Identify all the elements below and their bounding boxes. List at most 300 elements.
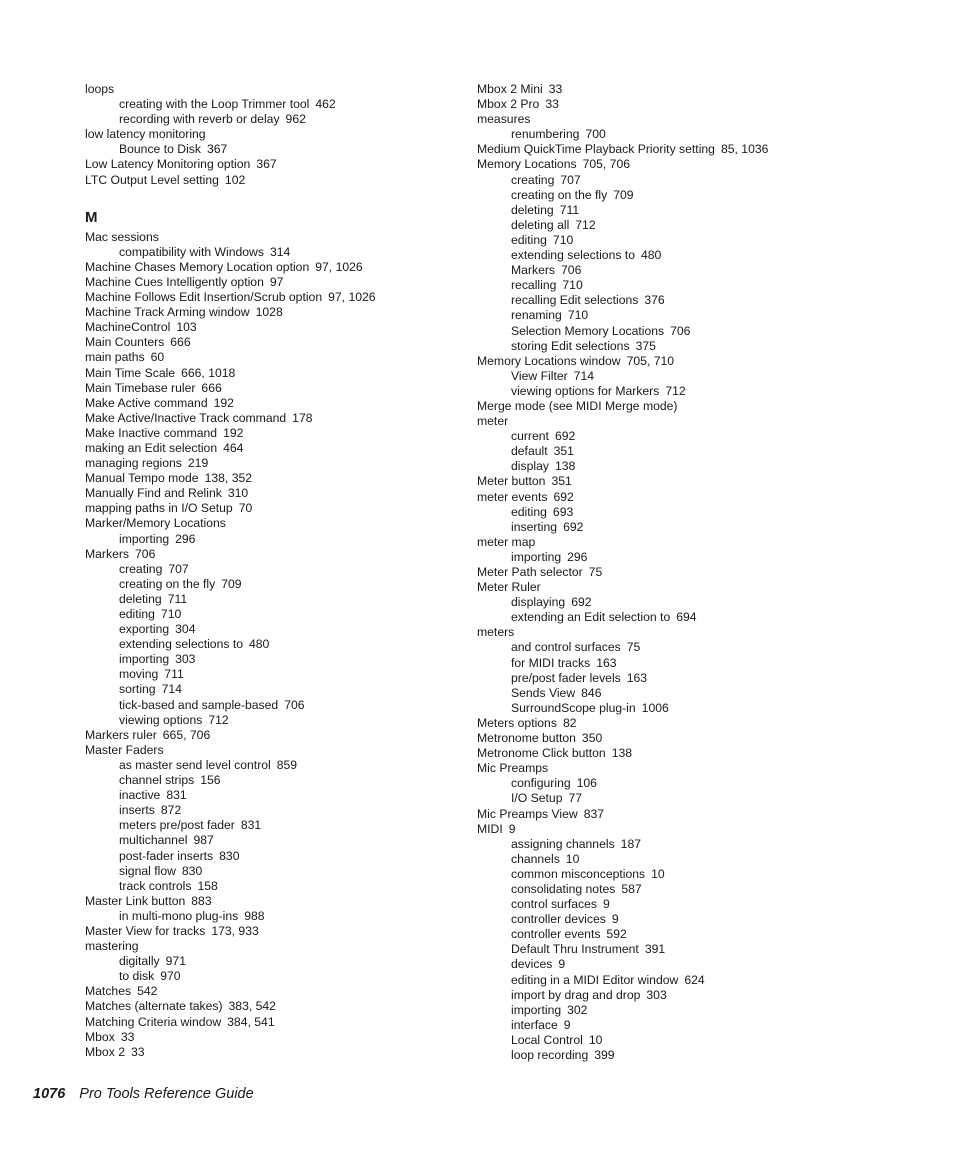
index-term: recalling Edit selections (511, 293, 639, 308)
index-subentry (477, 671, 897, 686)
index-term: editing (511, 504, 547, 519)
index-term: compatibility with Windows (119, 244, 264, 259)
index-term: Master Link button (85, 893, 186, 908)
index-subentry (477, 278, 897, 293)
index-subentry (477, 927, 897, 942)
index-term: main paths (85, 350, 145, 365)
page-reference: 303 (175, 652, 196, 667)
index-term: configuring (511, 776, 571, 791)
index-term: managing regions (85, 456, 182, 471)
index-term: channels (511, 851, 560, 866)
page-reference: 350 (581, 731, 603, 746)
index-subentry (85, 969, 455, 984)
index-term: multichannel (119, 833, 188, 848)
index-subentry (477, 203, 897, 218)
index-entry (85, 1045, 455, 1060)
page-reference: 706 (135, 546, 156, 561)
page-reference: 711 (167, 591, 188, 606)
index-subentry (477, 369, 897, 384)
index-entry (85, 999, 455, 1014)
index-term: import by drag and drop (511, 987, 641, 1002)
page-reference: 883 (191, 893, 212, 908)
index-entry (85, 547, 455, 562)
page-reference: 367 (256, 157, 277, 172)
index-term: Selection Memory Locations (511, 323, 665, 338)
index-term: creating (119, 561, 163, 576)
index-entry (85, 396, 455, 411)
page-reference: 712 (208, 712, 229, 727)
index-term: Metronome button (477, 731, 576, 746)
index-term: Meter Ruler (477, 580, 541, 595)
page-reference: 987 (193, 833, 214, 848)
index-subentry (85, 713, 455, 728)
index-subentry (85, 592, 455, 607)
index-subentry (85, 532, 455, 547)
page-reference: 830 (181, 863, 203, 878)
page-reference: 665, 706 (162, 727, 211, 742)
index-term: pre/post fader levels (511, 670, 621, 685)
index-term: Markers ruler (85, 727, 157, 742)
index-term: inserting (511, 519, 558, 534)
index-entry (85, 1030, 455, 1045)
index-term: Mac sessions (85, 229, 159, 244)
index-term: inactive (119, 788, 161, 803)
index-term: importing (511, 549, 562, 564)
index-subentry (85, 142, 455, 157)
page-reference: 962 (285, 112, 306, 127)
page-reference: 138 (554, 459, 576, 474)
index-entry (477, 535, 897, 550)
index-term: common misconceptions (511, 866, 646, 881)
index-subentry (477, 701, 897, 716)
index-term: inserts (119, 803, 155, 818)
index-term: Mbox 2 Pro (477, 97, 540, 112)
index-term: Machine Follows Edit Insertion/Scrub option (85, 290, 323, 305)
index-term: Mbox (85, 1029, 115, 1044)
page-reference: 714 (573, 368, 595, 383)
page-reference: 97 (269, 274, 284, 289)
index-subentry (477, 173, 897, 188)
index-entry (477, 625, 897, 640)
index-subentry (477, 339, 897, 354)
index-column-left (85, 82, 455, 1060)
index-subentry (477, 957, 897, 972)
index-entry (85, 335, 455, 350)
page-reference: 351 (551, 474, 572, 489)
index-entry (85, 516, 455, 531)
index-term: editing in a MIDI Editor window (511, 972, 679, 987)
index-term: meter events (477, 489, 548, 504)
page-reference: 376 (644, 293, 665, 308)
index-entry (85, 366, 455, 381)
page-reference: 375 (635, 338, 656, 353)
page-reference: 192 (223, 425, 244, 440)
index-term: moving (119, 667, 159, 682)
index-term: Manually Find and Relink (85, 486, 222, 501)
page-reference: 33 (130, 1044, 145, 1059)
page-reference: 830 (219, 848, 240, 863)
page-reference: 714 (161, 682, 182, 697)
page-reference: 192 (213, 395, 234, 410)
index-term: deleting (511, 202, 554, 217)
page-reference: 77 (568, 791, 583, 806)
index-subentry (85, 773, 455, 788)
index-entry (85, 290, 455, 305)
index-subentry (477, 263, 897, 278)
page-reference: 102 (224, 172, 246, 187)
index-entry (85, 305, 455, 320)
index-subentry (477, 429, 897, 444)
index-term: interface (511, 1017, 558, 1032)
page-reference: 692 (553, 489, 574, 504)
index-term: deleting all (511, 217, 570, 232)
index-term: loops (85, 82, 115, 96)
index-subentry (477, 308, 897, 323)
index-term: extending an Edit selection to (511, 610, 671, 625)
index-term: Markers (511, 263, 556, 278)
index-term: signal flow (119, 863, 176, 878)
index-subentry (477, 550, 897, 565)
index-term: mapping paths in I/O Setup (85, 501, 233, 516)
page-reference: 711 (559, 202, 580, 217)
index-term: mastering (85, 939, 139, 954)
index-subentry (477, 686, 897, 701)
index-subentry (85, 97, 455, 112)
index-term: measures (477, 112, 531, 127)
index-term: exporting (119, 622, 170, 637)
index-term: Machine Chases Memory Location option (85, 259, 310, 274)
index-subentry (477, 248, 897, 263)
index-entry (477, 474, 897, 489)
page-reference: 33 (120, 1029, 135, 1044)
index-subentry (85, 682, 455, 697)
index-term: Mbox 2 Mini (477, 82, 543, 96)
page-reference: 60 (150, 350, 165, 365)
page-reference: 9 (611, 912, 619, 927)
index-subentry (85, 577, 455, 592)
page-reference: 10 (588, 1032, 603, 1047)
index-term: Main Time Scale (85, 365, 176, 380)
index-entry (85, 260, 455, 275)
index-subentry (477, 973, 897, 988)
index-term: creating on the fly (119, 576, 216, 591)
index-subentry (85, 879, 455, 894)
page-reference: 464 (223, 440, 244, 455)
page-reference: 314 (269, 244, 291, 259)
index-subentry (477, 897, 897, 912)
index-term: loop recording (511, 1048, 589, 1062)
page-reference: 9 (603, 897, 610, 912)
page-reference: 710 (552, 232, 574, 247)
index-entry (477, 414, 897, 429)
page-reference: 163 (626, 670, 648, 685)
page-reference: 542 (137, 984, 158, 999)
index-column-right (477, 82, 897, 1063)
index-entry (85, 82, 455, 97)
index-subentry (85, 909, 455, 924)
index-subentry (85, 652, 455, 667)
index-subentry (477, 505, 897, 520)
index-term: tick-based and sample-based (119, 697, 279, 712)
index-term: Mic Preamps View (477, 806, 578, 821)
page-reference: 462 (315, 97, 336, 112)
index-entry (477, 580, 897, 595)
section-spacer (85, 188, 455, 209)
page-reference: 302 (567, 1002, 588, 1017)
index-term: Bounce to Disk (119, 142, 201, 157)
index-subentry (477, 791, 897, 806)
index-subentry (477, 127, 897, 142)
index-term: current (511, 429, 549, 444)
page-reference: 9 (563, 1017, 571, 1032)
index-term: Meters options (477, 715, 557, 730)
page-reference: 106 (576, 776, 597, 791)
index-entry (85, 230, 455, 245)
index-entry (85, 456, 455, 471)
index-term: Machine Track Arming window (85, 305, 250, 320)
page-reference: 710 (562, 278, 583, 293)
page-reference: 710 (160, 607, 182, 621)
page-reference: 711 (164, 667, 184, 682)
page-reference: 303 (646, 987, 667, 1002)
index-entry (85, 173, 455, 188)
index-entry (85, 984, 455, 999)
index-term: Machine Cues Intelligently option (85, 274, 264, 289)
page-reference: 706 (561, 263, 582, 278)
index-subentry (477, 1003, 897, 1018)
index-subentry (477, 837, 897, 852)
page-reference: 837 (583, 806, 605, 821)
index-term: Default Thru Instrument (511, 942, 639, 957)
index-term: meter (477, 414, 509, 429)
page-reference: 310 (227, 486, 249, 501)
index-subentry (477, 942, 897, 957)
index-term: default (511, 444, 548, 459)
page-reference: 103 (176, 320, 197, 335)
page-reference: 831 (240, 818, 262, 833)
index-term: Main Counters (85, 335, 165, 350)
index-term: and control surfaces (511, 640, 621, 655)
page-reference: 391 (644, 942, 666, 957)
page-reference: 970 (160, 969, 181, 984)
index-term: meter map (477, 534, 536, 549)
index-term: digitally (119, 954, 160, 969)
page-reference: 587 (621, 881, 642, 896)
page-reference: 296 (567, 549, 588, 564)
page-reference: 694 (676, 610, 697, 625)
index-term: importing (119, 652, 170, 667)
index-subentry (477, 867, 897, 882)
index-term: sorting (119, 682, 156, 697)
index-term: Make Active/Inactive Track command (85, 410, 287, 425)
index-subentry (477, 444, 897, 459)
page-reference: 384, 541 (227, 1014, 275, 1029)
page-reference: 138 (611, 746, 633, 761)
page-reference: 178 (292, 410, 313, 425)
page-reference: 707 (168, 561, 189, 576)
index-term: Medium QuickTime Playback Priority setting (477, 142, 715, 157)
index-entry (477, 354, 897, 369)
page-reference: 97, 1026 (315, 259, 363, 274)
index-entry (85, 127, 455, 142)
page-reference: 296 (175, 531, 196, 546)
page-reference: 97, 1026 (328, 290, 376, 305)
page-reference: 187 (620, 836, 642, 851)
page-reference: 173, 933 (211, 923, 259, 938)
index-subentry (477, 459, 897, 474)
index-entry (477, 490, 897, 505)
index-term: Memory Locations (477, 157, 577, 172)
page-reference: 1006 (641, 700, 669, 715)
page-reference: 709 (221, 576, 242, 591)
index-term: to disk (119, 969, 155, 984)
index-term: recalling (511, 278, 557, 293)
index-subentry (85, 954, 455, 969)
index-entry (477, 112, 897, 127)
index-subentry (85, 788, 455, 803)
index-subentry (477, 776, 897, 791)
index-entry (85, 157, 455, 172)
index-term: Main Timebase ruler (85, 380, 196, 395)
page-reference: 846 (581, 685, 602, 700)
index-term: MachineControl (85, 320, 171, 335)
page-reference: 82 (562, 715, 577, 730)
index-entry (85, 381, 455, 396)
page-reference: 706 (670, 323, 691, 338)
page-reference: 163 (596, 655, 617, 670)
page-reference: 75 (588, 565, 603, 579)
index-term: post-fader inserts (119, 848, 214, 863)
index-term: meters (477, 625, 515, 640)
page-reference: 988 (244, 908, 265, 923)
page-reference: 712 (665, 383, 686, 398)
page-reference: 480 (249, 637, 270, 652)
index-subentry (477, 1018, 897, 1033)
index-subentry (85, 803, 455, 818)
page-reference: 367 (206, 142, 228, 157)
page-reference: 705, 710 (626, 353, 675, 368)
index-term: Merge mode (see MIDI Merge mode) (477, 398, 678, 413)
page-reference: 1028 (255, 305, 283, 320)
index-entry (85, 728, 455, 743)
page-reference: 692 (554, 429, 576, 444)
index-subentry (85, 698, 455, 713)
index-entry (85, 939, 455, 954)
index-subentry (85, 607, 455, 622)
index-term: renaming (511, 308, 562, 323)
index-term: MIDI (477, 821, 503, 836)
index-term: Memory Locations window (477, 353, 621, 368)
index-term: I/O Setup (511, 791, 563, 806)
page-reference: 624 (684, 972, 705, 987)
index-term: recording with reverb or delay (119, 112, 280, 127)
index-entry (85, 894, 455, 909)
page-reference: 10 (651, 866, 665, 881)
index-term: LTC Output Level setting (85, 172, 219, 187)
index-entry (85, 924, 455, 939)
page-reference: 9 (558, 957, 566, 972)
page-reference: 351 (553, 444, 574, 459)
index-subentry (477, 852, 897, 867)
page-reference: 693 (552, 504, 574, 519)
index-entry (85, 350, 455, 365)
page-reference: 158 (197, 878, 218, 893)
index-subentry (477, 384, 897, 399)
index-term: Master View for tracks (85, 923, 206, 938)
index-entry (85, 1015, 455, 1030)
index-term: Make Inactive command (85, 425, 218, 440)
index-subentry (85, 833, 455, 848)
page-reference: 383, 542 (228, 999, 276, 1014)
index-subentry (85, 864, 455, 879)
index-term: for MIDI tracks (511, 655, 591, 670)
index-subentry (477, 520, 897, 535)
page-reference: 709 (613, 187, 634, 202)
page-reference: 692 (563, 519, 584, 534)
index-subentry (477, 293, 897, 308)
page-reference: 138, 352 (204, 471, 253, 486)
index-entry (477, 822, 897, 837)
page-number: 1076 (33, 1086, 66, 1102)
index-entry (477, 399, 897, 414)
index-entry (85, 441, 455, 456)
index-term: making an Edit selection (85, 440, 218, 455)
index-subentry (85, 758, 455, 773)
index-term: as master send level control (119, 757, 271, 772)
page-reference: 666 (201, 380, 222, 395)
index-subentry (85, 562, 455, 577)
page-reference: 156 (200, 773, 221, 788)
index-term: SurroundScope plug-in (511, 700, 636, 715)
index-term: viewing options (119, 712, 203, 727)
index-term: channel strips (119, 773, 195, 788)
index-entry (477, 731, 897, 746)
index-term: Manual Tempo mode (85, 471, 199, 486)
index-entry (85, 411, 455, 426)
index-term: control surfaces (511, 897, 598, 912)
index-term: displaying (511, 595, 566, 610)
index-subentry (85, 245, 455, 260)
index-term: Marker/Memory Locations (85, 516, 226, 531)
page-reference: 971 (165, 954, 186, 969)
index-subentry (477, 640, 897, 655)
page-reference: 70 (238, 501, 253, 516)
index-entry (477, 82, 897, 97)
index-subentry (85, 637, 455, 652)
page-reference: 859 (276, 757, 298, 772)
page-reference: 710 (567, 308, 589, 323)
index-entry (477, 157, 897, 172)
index-term: Master Faders (85, 742, 164, 757)
index-entry (85, 743, 455, 758)
index-entry (85, 275, 455, 290)
page-reference: 85, 1036 (720, 142, 769, 157)
index-term: Matches (alternate takes) (85, 999, 223, 1014)
index-entry (477, 716, 897, 731)
index-term: Sends View (511, 685, 576, 700)
index-term: extending selections to (511, 248, 635, 263)
index-term: editing (511, 232, 547, 247)
index-subentry (477, 656, 897, 671)
index-subentry (477, 233, 897, 248)
index-subentry (477, 188, 897, 203)
index-term: Meter Path selector (477, 565, 583, 579)
index-term: extending selections to (119, 637, 243, 652)
page-reference: 872 (160, 803, 182, 818)
index-term: Local Control (511, 1032, 583, 1047)
index-entry (85, 501, 455, 516)
page-reference: 666, 1018 (181, 365, 236, 380)
